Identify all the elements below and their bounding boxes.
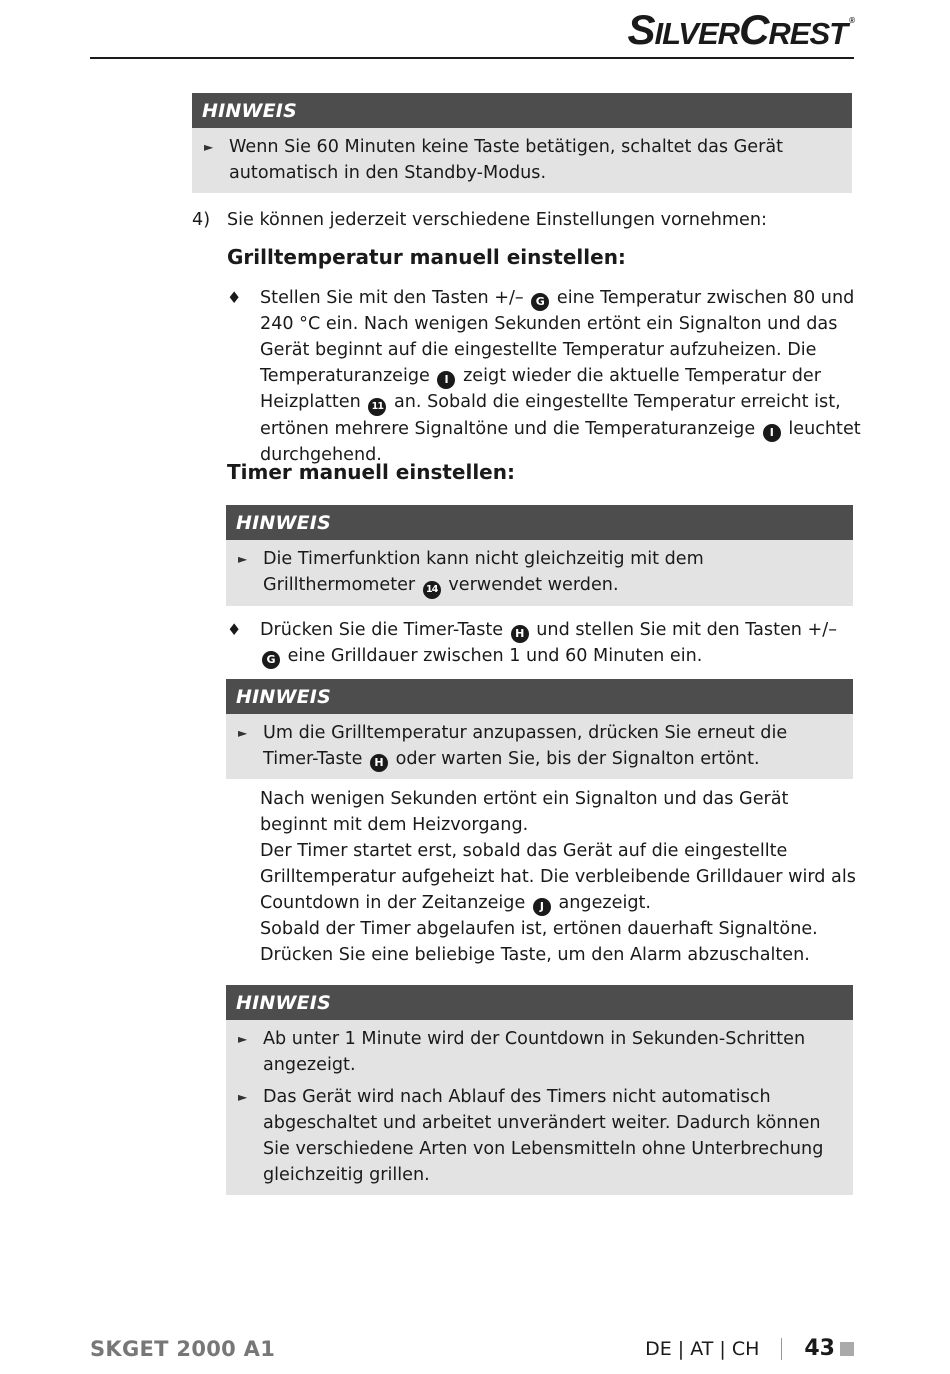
note-box-adjust-temperature	[226, 679, 853, 779]
ref-14-icon: 14	[423, 581, 441, 599]
ref-j-icon: J	[533, 898, 551, 916]
diamond-bullet-icon: ♦	[227, 620, 242, 639]
body-paragraph: Nach wenigen Sekunden ertönt ein Signalton und das Gerät beginnt mit dem Heizvorgang.	[260, 789, 789, 835]
note-title: HINWEIS	[192, 93, 852, 128]
body-paragraph: Sobald der Timer abgelaufen ist, ertönen dauerhaft Signaltöne. Drücken Sie eine beliebige Taste, um den Alarm abzuschalten.	[260, 919, 818, 965]
footer-model-number: SKGET 2000 A1	[90, 1337, 276, 1361]
ref-g-icon: G	[531, 293, 549, 311]
square-marker-icon	[840, 1342, 854, 1356]
ref-11-icon: 11	[368, 398, 386, 416]
bullet-temperature: ♦ Stellen Sie mit den Tasten +/– G eine Temperatur zwischen 80 und 240 °C ein. Nach wenigen Sekunden ertönt ein Signalton und das Gerät beginnt auf die eingestellte Temperatur aufzuheizen. Die Temperaturanzeige I zeigt wieder die aktuelle Temperatur der Heizplatten 11 an. Sobald die eingestellte Temperatur erreicht ist, ertönen mehrere Signaltöne und die Temperaturanzeige I leuchtet durchgehend.	[260, 285, 862, 468]
arrow-icon: ►	[238, 552, 248, 566]
ref-h-icon: H	[511, 625, 529, 643]
ref-i-icon: I	[437, 371, 455, 389]
heading-timer: Timer manuell einstellen:	[227, 460, 515, 484]
ref-h-icon: H	[370, 754, 388, 772]
step-number: 4)	[192, 210, 211, 230]
arrow-icon: ►	[204, 140, 214, 154]
body-text	[260, 786, 860, 968]
diamond-bullet-icon: ♦	[227, 288, 242, 307]
arrow-icon: ►	[238, 726, 248, 740]
footer-page-info	[645, 1336, 854, 1361]
arrow-icon: ►	[238, 1090, 248, 1104]
note-box-countdown	[226, 985, 853, 1195]
bullet-timer: ♦ Drücken Sie die Timer-Taste H und stellen Sie mit den Tasten +/– G eine Grilldauer zwischen 1 und 60 Minuten ein.	[260, 617, 862, 669]
heading-grill-temperature: Grilltemperatur manuell einstellen:	[227, 245, 626, 269]
footer-languages: DE | AT | CH	[645, 1337, 760, 1360]
note-item: ► Ab unter 1 Minute wird der Countdown in Sekunden-Schritten angezeigt.	[236, 1026, 841, 1078]
note-item: ► Das Gerät wird nach Ablauf des Timers nicht automatisch abgeschaltet und arbeitet unverändert weiter. Dadurch können Sie verschiedene Arten von Lebensmitteln ohne Unterbrechung gleichzeitig grillen.	[236, 1084, 841, 1188]
note-item: ► Die Timerfunktion kann nicht gleichzeitig mit dem Grillthermometer 14 verwendet werden.	[236, 546, 841, 599]
body-paragraph: Der Timer startet erst, sobald das Gerät auf die eingestellte Grilltemperatur aufgeheizt hat. Die verbleibende Grilldauer wird als Countdown in der Zeitanzeige J angezeigt.	[260, 838, 860, 916]
note-item: ► Wenn Sie 60 Minuten keine Taste betätigen, schaltet das Gerät automatisch in den Standby-Modus.	[202, 134, 840, 186]
note-title: HINWEIS	[226, 505, 853, 540]
ref-i-icon: I	[763, 424, 781, 442]
note-item: ► Um die Grilltemperatur anzupassen, drücken Sie erneut die Timer-Taste H oder warten Sie, bis der Signalton ertönt.	[236, 720, 841, 772]
step-4: 4) Sie können jederzeit verschiedene Einstellungen vornehmen:	[192, 207, 852, 233]
silvercrest-logo: SILVERCREST ®	[627, 6, 854, 53]
note-title: HINWEIS	[226, 985, 853, 1020]
note-box-standby	[192, 93, 852, 193]
arrow-icon: ►	[238, 1032, 248, 1046]
ref-g-icon: G	[262, 651, 280, 669]
note-box-thermometer	[226, 505, 853, 606]
footer-divider	[781, 1338, 782, 1360]
header-divider	[90, 57, 854, 59]
page-number: 43	[804, 1336, 835, 1361]
note-title: HINWEIS	[226, 679, 853, 714]
